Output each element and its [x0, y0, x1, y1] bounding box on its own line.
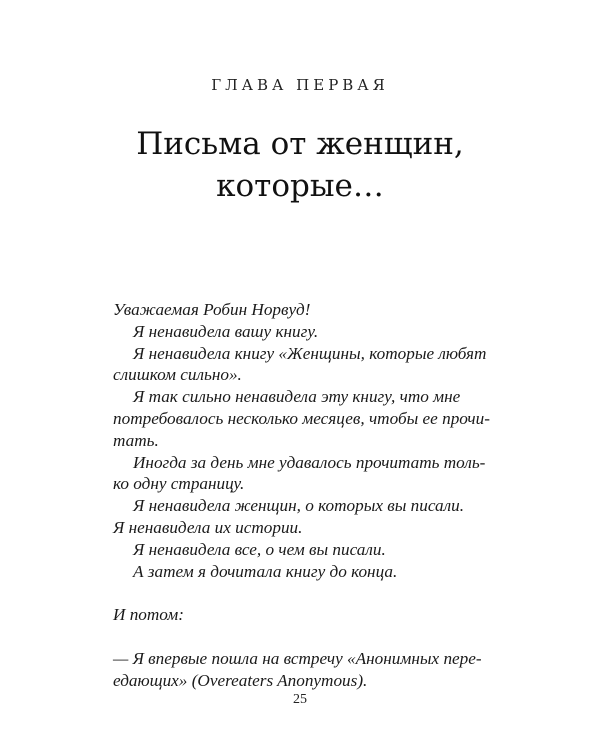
paragraph-gap: [113, 626, 493, 648]
letter-line: ко одну страницу.: [113, 474, 245, 494]
letter-line: Я ненавидела книгу «Женщины, которые любят: [133, 343, 487, 363]
letter-line: слишком сильно».: [113, 365, 242, 385]
chapter-title-line-1: Письма от женщин,: [136, 126, 464, 162]
chapter-title: [0, 123, 600, 207]
letter-salutation: Уважаемая Робин Норвуд!: [113, 300, 311, 319]
letter-line: Я ненавидела их истории.: [113, 517, 303, 537]
letter-line: тать.: [113, 430, 159, 450]
letter-line: Иногда за день мне удавалось прочитать толь-: [133, 452, 486, 472]
letter-text: [113, 299, 493, 691]
letter-line: Я ненавидела все, о чем вы писали.: [133, 539, 386, 559]
chapter-title-line-2: которые…: [216, 168, 384, 204]
chapter-label: ГЛАВА ПЕРВАЯ: [211, 76, 389, 94]
letter-line: Я так сильно ненавидела эту книгу, что мне: [133, 387, 461, 407]
page-number: 25: [293, 692, 307, 707]
letter-line: — Я впервые пошла на встречу «Анонимных пере-: [113, 648, 482, 668]
letter-line: потребовалось несколько месяцев, чтобы ее прочи-: [113, 408, 490, 428]
letter-line: едающих» (Overeaters Anonymous).: [113, 670, 368, 690]
letter-line: А затем я дочитала книгу до конца.: [133, 561, 398, 581]
letter-line: Я ненавидела женщин, о которых вы писали.: [133, 496, 465, 516]
letter-line: Я ненавидела вашу книгу.: [133, 321, 319, 341]
letter-line: И потом:: [113, 605, 184, 625]
paragraph-gap: [113, 582, 493, 604]
